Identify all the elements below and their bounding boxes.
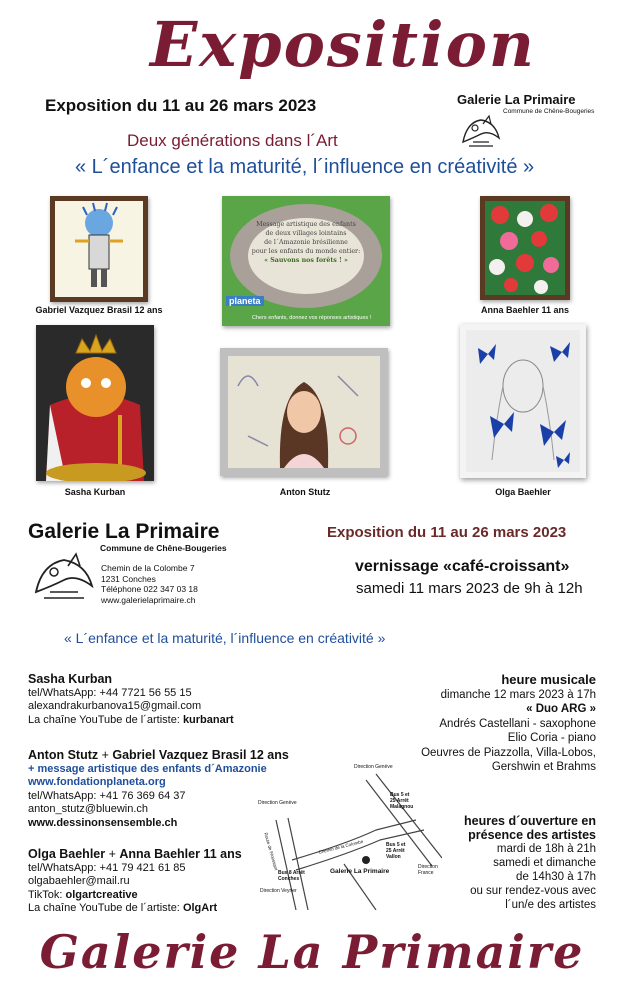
exhibition-dates: Exposition du 11 au 26 mars 2023 [45,96,317,115]
contact-anton-phone: tel/WhatsApp: +41 76 369 64 37 [28,789,186,802]
vernissage-time: samedi 11 mars 2023 de 9h à 12h [356,580,583,597]
theme-repeat: « L´enfance et la maturité, l´influence en créativité » [64,630,386,646]
hours-line: ou sur rendez-vous avec [470,885,596,897]
hours-line: de 14h30 à 17h [516,871,596,883]
music-line: Elio Coria - piano [507,732,596,744]
contact-anton-email[interactable]: anton_stutz@bluewin.ch [28,803,149,815]
map-road2: Chemin de la Colombe [318,838,364,855]
sasha-cat-king-icon [36,325,154,481]
gallery-address [101,563,198,605]
address-line: www.galerielaprimaire.ch [101,594,196,605]
planeta-footer: Chers enfants, donnez vos réponses artistiques ! [252,315,372,321]
artwork-gabriel [50,196,148,302]
location-map [256,760,442,910]
planeta-text-1: Message artistique des enfants [256,221,356,228]
gallery-logo-top [445,92,595,152]
tiktok-label: TikTok: [28,888,66,901]
caption-anna: Anna Baehler 11 ans [480,305,570,315]
youtube-label: La chaîne YouTube de l´artiste: [28,713,183,726]
contact-anna-name: Anna Baehler 11 ans [119,847,242,861]
event-dates: Exposition du 11 au 26 mars 2023 [327,524,567,541]
footer-title: Galerie La Primaire [39,925,585,979]
map-dir-france: Direction France [418,864,438,876]
hours-line: mardi de 18h à 21h [496,843,596,855]
hours-line: samedi et dimanche [493,857,596,869]
music-line: Andrés Castellani - saxophone [439,717,596,730]
contact-anton [28,749,289,830]
anna-flowers-icon [485,201,565,295]
contact-anton-message: + message artistique des enfants d´Amazonie [28,762,267,775]
map-road1: Route de Florissant [263,832,279,871]
youtube-label: La chaîne YouTube de l´artiste: [28,902,183,914]
contact-anton-site[interactable]: www.fondationplaneta.org [28,776,166,788]
planeta-text-3: de l´Amazonie brésilienne [264,239,348,246]
planeta-text-4: pour les enfants du monde entier: [251,248,361,255]
caption-gabriel: Gabriel Vazquez Brasil 12 ans [35,305,163,315]
caption-sasha: Sasha Kurban [64,487,126,497]
map-bus-conches: Bus 8 Arrêt Conches [278,870,305,882]
contact-olga-email[interactable]: olgabaehler@mail.ru [28,875,130,887]
contact-olga-phone: tel/WhatsApp: +41 79 421 61 85 [28,861,186,874]
artwork-sasha [36,325,154,481]
contact-sasha [28,673,234,727]
vernissage-title: vernissage «café-croissant» [355,558,570,575]
hours-title-2: présence des artistes [468,828,596,842]
exhibition-subtitle: Deux générations dans l´Art [127,131,338,150]
artwork-anton [220,348,388,476]
caption-anton: Anton Stutz [279,487,331,497]
map-dir-geneve-left: Direction Genève [258,800,297,806]
map-dir-veyrier: Direction Veyrier [260,888,297,894]
plus-sign: + [105,847,120,861]
contact-sasha-name: Sasha Kurban [28,672,113,686]
music-line: Oeuvres de Piazzolla, Villa-Lobos, [421,746,596,759]
contact-sasha-phone: tel/WhatsApp: +44 7721 56 55 15 [28,686,192,699]
contact-olga-youtube [28,902,242,916]
gallery-name: Galerie La Primaire [28,520,220,543]
logo-tagline: Commune de Chêne-Bougeries [503,108,595,115]
planeta-text-2: de deux villages lointains [265,230,347,237]
contact-olga-tiktok [28,889,242,903]
contact-olga-name: Olga Baehler [28,847,106,861]
logo-emblem-icon [459,112,503,152]
map-bus-vallon: Bus 5 et 25 Arrêt Vallon [386,842,406,860]
map-bus-malagnou: Bus 5 et 25 Arrêt Malagnou [390,792,414,810]
music-title: heure musicale [501,672,596,687]
anton-portrait-icon [228,356,380,468]
music-date: dimanche 12 mars 2023 à 17h [440,688,596,701]
contact-anton-name: Anton Stutz [28,748,99,762]
map-gallery-label: Galerie La Primaire [330,868,390,875]
artwork-planeta [222,196,390,326]
map-dir-geneve-top: Direction Genève [354,764,393,770]
page-title: Exposition [150,8,537,81]
address-line: Téléphone 022 347 03 18 [101,584,198,594]
hours-section [416,814,596,912]
youtube-channel[interactable]: OlgArt [182,902,218,914]
youtube-channel[interactable]: kurbanart [182,713,234,726]
olga-butterflies-icon [466,330,580,472]
address-line: Chemin de la Colombe 7 [101,563,195,573]
artwork-anna [480,196,570,300]
gallery-emblem-icon [32,550,96,606]
caption-olga: Olga Baehler [495,487,551,497]
hours-title-1: heures d´ouverture en [464,814,596,828]
hours-line: l´un/e des artistes [505,899,596,911]
gallery-tagline: Commune de Chêne-Bougeries [100,543,227,553]
planeta-text-5: « Sauvons nos forêts ! » [264,257,348,264]
gabriel-drawing-icon [55,201,143,297]
address-line: 1231 Conches [101,573,156,584]
tiktok-handle[interactable]: olgartcreative [65,888,138,901]
contact-gabriel-name: Gabriel Vazquez Brasil 12 ans [112,748,289,762]
contact-olga [28,848,242,916]
planeta-logo: planeta [226,296,264,306]
music-duo: « Duo ARG » [526,703,596,715]
contact-anton-site2[interactable]: www.dessinonsensemble.ch [28,816,178,829]
plus-sign: + [98,748,113,762]
contact-sasha-youtube [28,714,234,728]
music-line: Gershwin et Brahms [491,761,596,773]
logo-name: Galerie La Primaire [457,92,576,107]
exhibition-theme: « L´enfance et la maturité, l´influence en créativité » [75,156,535,178]
contact-sasha-email[interactable]: alexandrakurbanova15@gmail.com [28,700,202,712]
artwork-olga [460,324,586,478]
